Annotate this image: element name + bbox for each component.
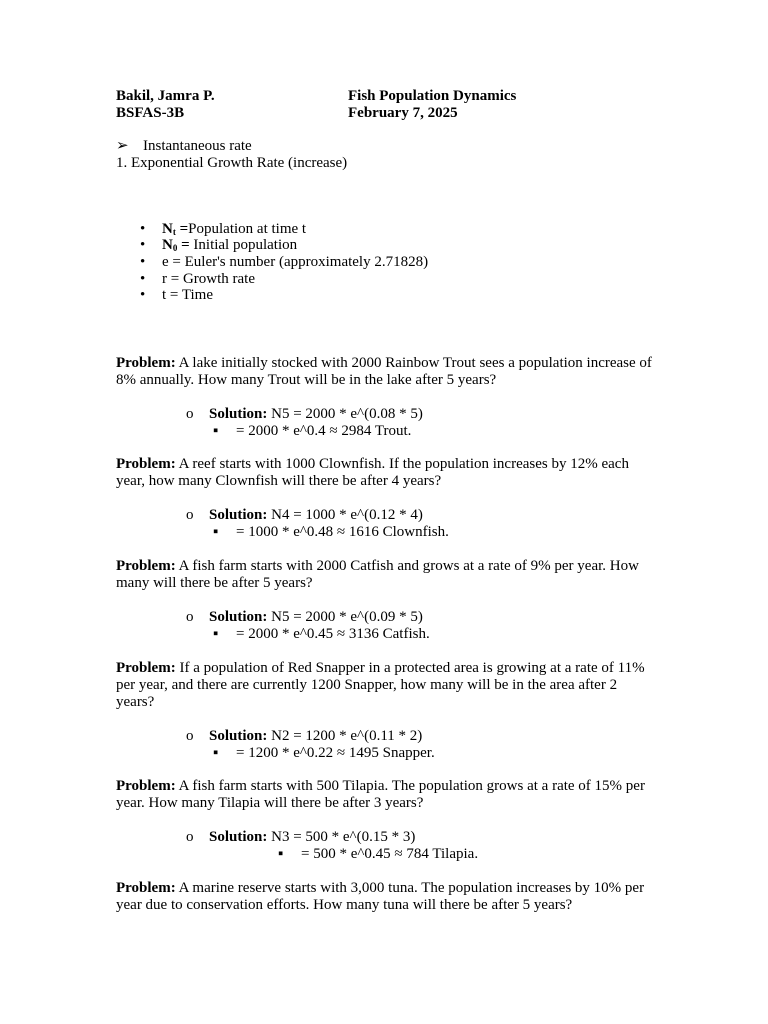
solution-equation: N5 = 2000 * e^(0.09 * 5): [267, 609, 423, 625]
solution-line: [209, 406, 423, 423]
result-line: = 2000 * e^0.45 ≈ 3136 Catfish.: [236, 626, 430, 642]
symbol: N: [162, 237, 173, 253]
author-name: Bakil, Jamra P.: [116, 88, 215, 104]
problem-label: Problem:: [116, 558, 176, 574]
solution-label: Solution:: [209, 728, 268, 744]
problem-paragraph: [116, 660, 656, 711]
definition-item: t = Time: [162, 287, 213, 303]
bullet-circle-icon: o: [186, 406, 194, 422]
solution-line: [209, 609, 423, 626]
solution-label: Solution:: [209, 507, 268, 523]
result-line: = 500 * e^0.45 ≈ 784 Tilapia.: [301, 846, 479, 862]
bullet-square-icon: ▪: [213, 626, 219, 642]
problem-paragraph: [116, 880, 656, 914]
equals: =: [177, 237, 190, 253]
problem-label: Problem:: [116, 355, 176, 371]
bullet-disc-icon: •: [140, 271, 146, 287]
definition-item: e = Euler's number (approximately 2.71828): [162, 254, 429, 270]
definition-text: Initial population: [189, 237, 298, 253]
section-heading: 1. Exponential Growth Rate (increase): [116, 155, 348, 171]
solution-line: [209, 507, 423, 524]
bullet-square-icon: ▪: [278, 846, 284, 862]
problem-paragraph: [116, 778, 656, 812]
result-line: = 1000 * e^0.48 ≈ 1616 Clownfish.: [236, 524, 449, 540]
symbol-subscript: t: [172, 227, 176, 237]
problem-paragraph: [116, 355, 656, 389]
result-line: = 2000 * e^0.4 ≈ 2984 Trout.: [236, 423, 412, 439]
problem-paragraph: [116, 558, 656, 592]
equals: =: [175, 221, 189, 237]
problem-text: A fish farm starts with 2000 Catfish and grows at a rate of 9% per year. How many will there be after 5 years?: [116, 558, 639, 591]
solution-line: [209, 728, 422, 745]
bullet-circle-icon: o: [186, 728, 194, 744]
problem-text: A reef starts with 1000 Clownfish. If the population increases by 12% each year, how many Clownfish will there be after 4 years?: [116, 456, 629, 489]
result-line: = 1200 * e^0.22 ≈ 1495 Snapper.: [236, 745, 435, 761]
problem-paragraph: [116, 456, 656, 490]
arrow-bullet-icon: ➢: [116, 138, 129, 154]
solution-equation: N4 = 1000 * e^(0.12 * 4): [267, 507, 423, 523]
bullet-square-icon: ▪: [213, 745, 219, 761]
problem-text: If a population of Red Snapper in a protected area is growing at a rate of 11% per year, and there are currently 1200 Snapper, how many will be in the area after 2 years?: [116, 660, 645, 710]
solution-equation: N3 = 500 * e^(0.15 * 3): [267, 829, 416, 845]
solution-equation: N5 = 2000 * e^(0.08 * 5): [267, 406, 423, 422]
arrow-item-text: Instantaneous rate: [143, 138, 252, 154]
solution-label: Solution:: [209, 829, 268, 845]
bullet-disc-icon: •: [140, 287, 146, 303]
problem-label: Problem:: [116, 778, 176, 794]
symbol-subscript: 0: [172, 243, 178, 253]
solution-label: Solution:: [209, 406, 268, 422]
class-section: BSFAS-3B: [116, 105, 185, 121]
definition-item: r = Growth rate: [162, 271, 256, 287]
bullet-circle-icon: o: [186, 829, 194, 845]
definition-text: Population at time t: [188, 221, 307, 237]
bullet-circle-icon: o: [186, 507, 194, 523]
document-title: Fish Population Dynamics: [348, 88, 517, 104]
bullet-disc-icon: •: [140, 254, 146, 270]
problem-label: Problem:: [116, 456, 176, 472]
bullet-disc-icon: •: [140, 237, 146, 253]
bullet-circle-icon: o: [186, 609, 194, 625]
problem-text: A fish farm starts with 500 Tilapia. The population grows at a rate of 15% per year. How many Tilapia will there be after 3 years?: [116, 778, 645, 811]
document-date: February 7, 2025: [348, 105, 458, 121]
problem-label: Problem:: [116, 660, 176, 676]
problem-text: A marine reserve starts with 3,000 tuna. The population increases by 10% per year due to conservation efforts. How many tuna will there be after 5 years?: [116, 880, 645, 913]
symbol: N: [162, 221, 173, 237]
problem-text: A lake initially stocked with 2000 Rainbow Trout sees a population increase of 8% annually. How many Trout will be in the lake after 5 years?: [116, 355, 652, 388]
bullet-square-icon: ▪: [213, 524, 219, 540]
bullet-disc-icon: •: [140, 221, 146, 237]
problem-label: Problem:: [116, 880, 176, 896]
bullet-square-icon: ▪: [213, 423, 219, 439]
solution-equation: N2 = 1200 * e^(0.11 * 2): [267, 728, 423, 744]
solution-label: Solution:: [209, 609, 268, 625]
solution-line: [209, 829, 415, 846]
